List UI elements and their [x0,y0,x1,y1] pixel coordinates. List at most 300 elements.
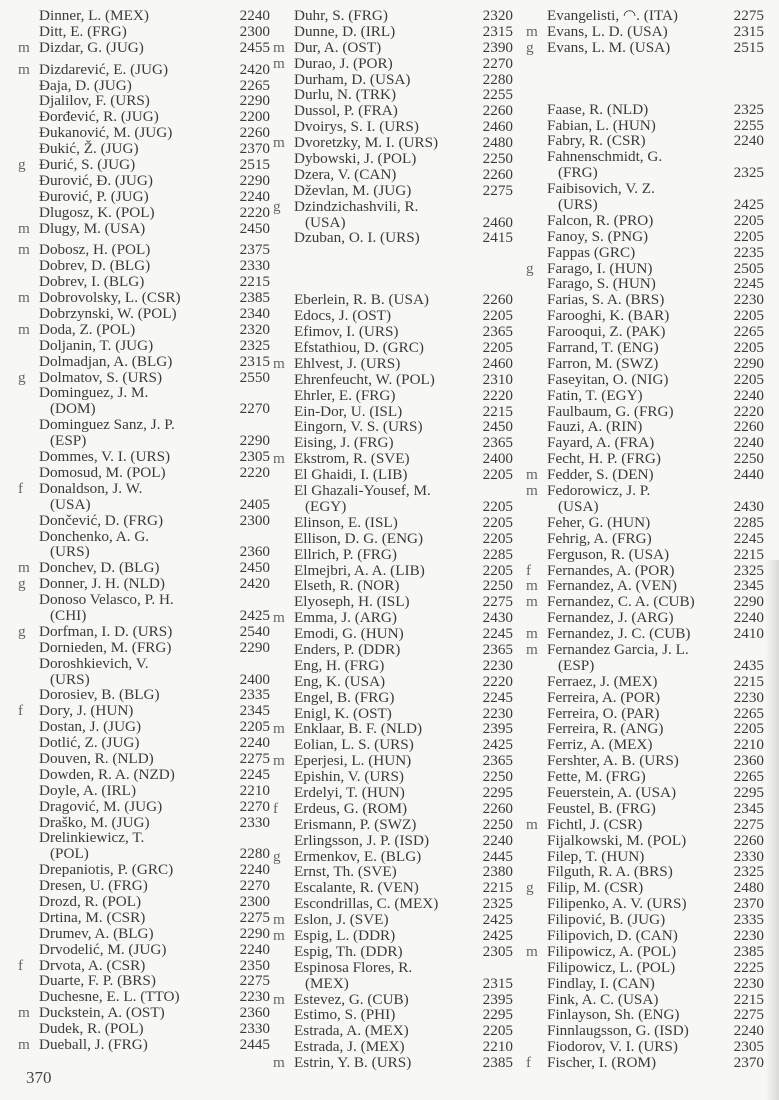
player-entry [273,56,513,72]
title-mark [526,547,547,563]
title-mark [526,801,547,817]
title-mark [526,769,547,785]
player-entry [18,62,270,78]
title-mark [273,1039,294,1055]
player-entry [526,690,764,706]
player-name: Erlingsson, J. P. (ISD) [294,831,430,849]
player-entry [526,467,764,483]
player-entry [18,1021,270,1037]
player-country: (USA) [558,497,599,515]
player-name: Enders, P. (DDR) [294,640,401,658]
player-entry [526,356,764,372]
title-mark [273,626,294,642]
player-entry [18,926,270,942]
player-rating: 2205 [239,718,270,736]
player-rating: 2385 [482,1054,513,1072]
title-mark [526,912,547,928]
player-name: Doroshkievich, V. [39,654,149,672]
player-rating: 2365 [482,752,513,770]
player-country: (EGY) [305,497,347,515]
title-mark [526,690,547,706]
player-entry [18,338,270,354]
player-rating: 2480 [482,134,513,152]
title-mark [273,817,294,833]
player-name: Efstathiou, D. (GRC) [294,339,424,357]
player-name: Fedorowicz, J. P. [547,482,651,500]
player-entry [18,624,270,640]
player-entry [18,592,270,624]
player-entry [18,910,270,926]
player-entry [273,151,513,167]
player-rating: 2300 [239,511,270,529]
player-name: Fatin, T. (EGY) [547,386,643,404]
player-entry [273,547,513,563]
player-name: Epishin, V. (URS) [294,768,404,786]
title-mark [273,87,294,103]
title-mark: f [18,956,24,974]
player-rating: 2330 [239,257,270,275]
indent-spacer [18,497,39,513]
player-rating: 2240 [733,434,764,452]
player-name: Espig, L. (DDR) [294,926,396,944]
player-rating: 2385 [239,289,270,307]
player-rating: 2230 [733,926,764,944]
player-rating: 2455 [239,38,270,56]
player-country: (USA) [305,213,346,231]
player-country: (DOM) [50,400,96,418]
player-entry [18,157,270,173]
title-mark [273,1023,294,1039]
player-entry [273,737,513,753]
player-name: Djalilov, F. (URS) [39,92,150,110]
title-mark [18,751,39,767]
player-entry [526,578,764,594]
player-rating: 2400 [239,670,270,688]
title-mark: m [18,559,30,577]
player-rating: 2330 [239,1020,270,1038]
title-mark [273,594,294,610]
page-number: 370 [26,1068,52,1087]
player-rating: 2290 [733,354,764,372]
title-mark [18,942,39,958]
player-rating: 2335 [239,686,270,704]
player-name: Estrada, A. (MEX) [294,1022,409,1040]
player-rating: 2480 [733,879,764,897]
player-name: Estevez, G. (CUB) [294,990,409,1008]
player-rating: 2275 [733,7,764,24]
player-entry [18,370,270,386]
player-name: Fernandez, J. (ARG) [547,609,674,627]
title-mark [526,1007,547,1023]
player-country: (POL) [50,845,89,863]
player-name: Farago, I. (HUN) [547,259,653,277]
title-mark [526,245,547,261]
player-name: Falcon, R. (PRO) [547,211,654,229]
player-name: Eingorn, V. S. (URS) [294,418,423,436]
title-mark: m [526,577,538,595]
player-entry [273,721,513,737]
player-name: Erdelyi, T. (HUN) [294,783,405,801]
player-rating: 2240 [239,734,270,752]
player-rating: 2205 [482,561,513,579]
player-entry [18,703,270,719]
player-entry [273,658,513,674]
player-entry [18,783,270,799]
player-name: Fanoy, S. (PNG) [547,227,649,245]
title-mark [273,292,294,308]
player-rating: 2240 [733,609,764,627]
player-rating: 2365 [482,434,513,452]
letter-section-break [526,56,764,102]
title-mark [526,531,547,547]
player-name: Dzuban, O. I. (URS) [294,229,420,247]
player-entry [18,1037,270,1053]
title-mark [18,767,39,783]
player-entry [273,626,513,642]
player-rating: 2325 [733,561,764,579]
player-entry [273,340,513,356]
player-rating: 2290 [239,924,270,942]
title-mark [273,8,294,24]
title-mark [526,324,547,340]
player-rating: 2240 [239,940,270,958]
player-rating: 2415 [482,229,513,247]
title-mark [18,258,39,274]
title-mark [273,563,294,579]
title-mark [273,340,294,356]
title-mark: m [273,752,285,770]
player-rating: 2345 [239,702,270,720]
player-name: Filipovich, D. (CAN) [547,926,678,944]
player-name: Eng, K. (USA) [294,672,386,690]
player-name: Duckstein, A. (OST) [39,1004,165,1022]
player-country: (MEX) [305,974,349,992]
player-rating: 2220 [239,463,270,481]
player-name: Ermenkov, E. (BLG) [294,847,422,865]
player-rating: 2420 [239,575,270,593]
player-rating: 2360 [239,1004,270,1022]
title-mark [273,419,294,435]
title-mark [526,276,547,292]
player-rating: 2425 [482,911,513,929]
player-name: Filipowicz, A. (POL) [547,942,677,960]
player-rating: 2390 [482,38,513,56]
player-entry [18,354,270,370]
player-rating: 2265 [733,323,764,341]
player-rating: 2325 [733,164,764,182]
player-entry [18,141,270,157]
player-rating: 2210 [733,736,764,754]
player-name: Eperjesi, L. (HUN) [294,752,412,770]
player-entry [526,944,764,960]
column-3 [526,8,764,1071]
indent-spacer [18,433,39,449]
indent-spacer [18,401,39,417]
player-entry [273,960,513,992]
player-entry [273,690,513,706]
title-mark [273,690,294,706]
player-entry [18,258,270,274]
title-mark: g [526,259,534,277]
player-entry [18,125,270,141]
title-mark [18,306,39,322]
player-name: Filipenko, A. V. (URS) [547,895,687,913]
title-mark [526,388,547,404]
player-entry [526,24,764,40]
title-mark [18,592,39,608]
player-name: Douven, R. (NLD) [39,749,154,767]
title-mark: f [18,479,24,497]
player-rating: 2210 [482,1038,513,1056]
player-rating: 2270 [239,797,270,815]
title-mark [18,894,39,910]
player-entry [526,102,764,118]
player-entry [273,880,513,896]
player-name: Ekstrom, R. (SVE) [294,450,410,468]
title-mark [526,864,547,880]
player-entry [526,976,764,992]
player-rating: 2205 [733,211,764,229]
player-rating: 2240 [239,861,270,879]
player-entry [18,878,270,894]
player-entry [526,229,764,245]
player-entry [18,735,270,751]
player-entry [526,149,764,181]
player-rating: 2290 [239,171,270,189]
title-mark [18,910,39,926]
player-rating: 2515 [733,38,764,56]
player-name: Fehrig, A. (FRG) [547,529,652,547]
player-rating: 2275 [239,749,270,767]
player-rating: 2315 [733,22,764,40]
title-mark [18,656,39,672]
player-entry [273,817,513,833]
player-rating: 2255 [733,116,764,134]
player-entry [526,40,764,56]
player-name: Filipović, B. (JUG) [547,911,666,929]
title-mark: m [18,60,30,78]
player-entry [526,451,764,467]
player-name: Ehrler, E. (FRG) [294,386,396,404]
player-name: Ernst, Th. (SVE) [294,863,397,881]
title-mark [18,529,39,545]
player-name: Dussol, P. (FRA) [294,102,398,120]
title-mark [18,735,39,751]
player-rating: 2215 [733,672,764,690]
player-rating: 2370 [733,1054,764,1072]
title-mark [273,547,294,563]
player-rating: 2275 [482,593,513,611]
title-mark [273,944,294,960]
player-rating: 2250 [733,450,764,468]
player-rating: 2370 [733,895,764,913]
player-rating: 2275 [733,1006,764,1024]
player-entry [18,481,270,513]
title-mark [526,419,547,435]
indent-spacer [526,197,547,213]
player-country: (ESP) [50,432,87,450]
title-mark: m [273,990,285,1008]
player-name: Drtina, M. (CSR) [39,908,146,926]
player-rating: 2260 [482,291,513,309]
title-mark [18,125,39,141]
player-name: Fedder, S. (DEN) [547,466,654,484]
player-rating: 2325 [239,336,270,354]
player-name: Filip, M. (CSR) [547,879,644,897]
player-rating: 2240 [482,831,513,849]
player-rating: 2345 [733,577,764,595]
player-rating: 2275 [733,815,764,833]
player-rating: 2265 [733,768,764,786]
player-rating: 2285 [482,545,513,563]
player-rating: 2320 [239,320,270,338]
player-entry [18,560,270,576]
player-rating: 2330 [239,813,270,831]
player-rating: 2425 [482,736,513,754]
player-name: Duarte, F. P. (BRS) [39,972,156,990]
indent-spacer [18,672,39,688]
player-rating: 2260 [482,165,513,183]
player-rating: 2305 [482,942,513,960]
player-entry [526,992,764,1008]
player-name: Ferreira, A. (POR) [547,688,661,706]
player-entry [273,864,513,880]
player-rating: 2310 [482,370,513,388]
player-name: Ehrenfeucht, W. (POL) [294,370,435,388]
player-entry [526,261,764,277]
title-mark [526,340,547,356]
player-rating: 2290 [239,432,270,450]
title-mark: m [273,720,285,738]
player-entry [273,183,513,199]
player-entry [526,276,764,292]
indent-spacer [18,608,39,624]
title-mark: m [273,911,285,929]
player-name: Dur, A. (OST) [294,38,382,56]
player-rating: 2215 [482,879,513,897]
player-entry [273,467,513,483]
player-entry [526,960,764,976]
player-rating: 2400 [482,450,513,468]
player-name: Finlayson, Sh. (ENG) [547,1006,680,1024]
player-name: Fischer, I. (ROM) [547,1054,657,1072]
player-name: Dobrev, I. (BLG) [39,273,145,291]
title-mark [18,78,39,94]
title-mark [526,102,547,118]
indent-spacer [18,846,39,862]
player-name: Filep, T. (HUN) [547,847,645,865]
player-rating: 2250 [482,577,513,595]
player-name: Doljanin, T. (JUG) [39,336,154,354]
column-1 [18,8,270,1053]
player-name: Doyle, A. (IRL) [39,781,137,799]
player-name: Faase, R. (NLD) [547,100,649,118]
title-mark [18,205,39,221]
player-entry [526,1055,764,1071]
player-entry [18,942,270,958]
player-name: Faseyitan, O. (NIG) [547,370,669,388]
player-rating: 2250 [482,150,513,168]
player-name: Farias, S. A. (BRS) [547,291,665,309]
title-mark [18,926,39,942]
player-entry [273,372,513,388]
player-entry [526,610,764,626]
player-name: Ferraez, J. (MEX) [547,672,658,690]
player-entry [273,135,513,151]
player-rating: 2290 [239,92,270,110]
player-entry [18,242,270,258]
player-rating: 2245 [733,275,764,293]
player-rating: 2350 [239,956,270,974]
player-entry [273,72,513,88]
title-mark: g [18,368,26,386]
player-entry [18,290,270,306]
player-name: Dorosiev, B. (BLG) [39,686,160,704]
player-name: Đurović, P. (JUG) [39,187,149,205]
title-mark: m [18,219,30,237]
player-name: Đorđević, R. (JUG) [39,108,159,126]
player-name: Đurić, S. (JUG) [39,156,136,174]
player-entry [18,306,270,322]
title-mark [526,435,547,451]
title-mark [526,213,547,229]
player-entry [526,181,764,213]
player-name: Durao, J. (POR) [294,54,393,72]
column-2 [273,8,513,1071]
player-name: Eolian, L. S. (URS) [294,736,414,754]
player-rating: 2220 [733,402,764,420]
title-mark [526,1039,547,1055]
player-name: Evans, L. D. (USA) [547,22,668,40]
player-rating: 2245 [482,688,513,706]
title-mark [18,783,39,799]
player-rating: 2450 [239,219,270,237]
player-name: Farrand, T. (ENG) [547,339,659,357]
player-entry [526,817,764,833]
player-rating: 2300 [239,22,270,40]
player-name: Dostan, J. (JUG) [39,718,142,736]
player-entry [18,862,270,878]
title-mark [273,706,294,722]
title-mark: m [526,815,538,833]
player-entry [526,801,764,817]
player-entry [526,372,764,388]
player-rating: 2245 [482,625,513,643]
player-entry [273,324,513,340]
player-rating: 2230 [733,688,764,706]
player-rating: 2230 [482,704,513,722]
player-entry [526,849,764,865]
title-mark [273,960,294,976]
player-rating: 2460 [482,354,513,372]
player-name: Efimov, I. (URS) [294,323,399,341]
player-rating: 2450 [482,418,513,436]
player-entry [273,8,513,24]
player-name: Ferguson, R. (USA) [547,545,670,563]
title-mark: f [526,561,532,579]
player-name: Dudek, R. (POL) [39,1020,144,1038]
title-mark: m [273,134,285,152]
title-mark: m [18,320,30,338]
title-mark [18,449,39,465]
player-rating: 2305 [733,1038,764,1056]
player-name: Fijalkowski, M. (POL) [547,831,687,849]
player-entry [273,849,513,865]
title-mark [273,119,294,135]
player-name: Fayard, A. (FRA) [547,434,655,452]
player-rating: 2325 [733,100,764,118]
player-name: Đukanović, M. (JUG) [39,124,173,142]
